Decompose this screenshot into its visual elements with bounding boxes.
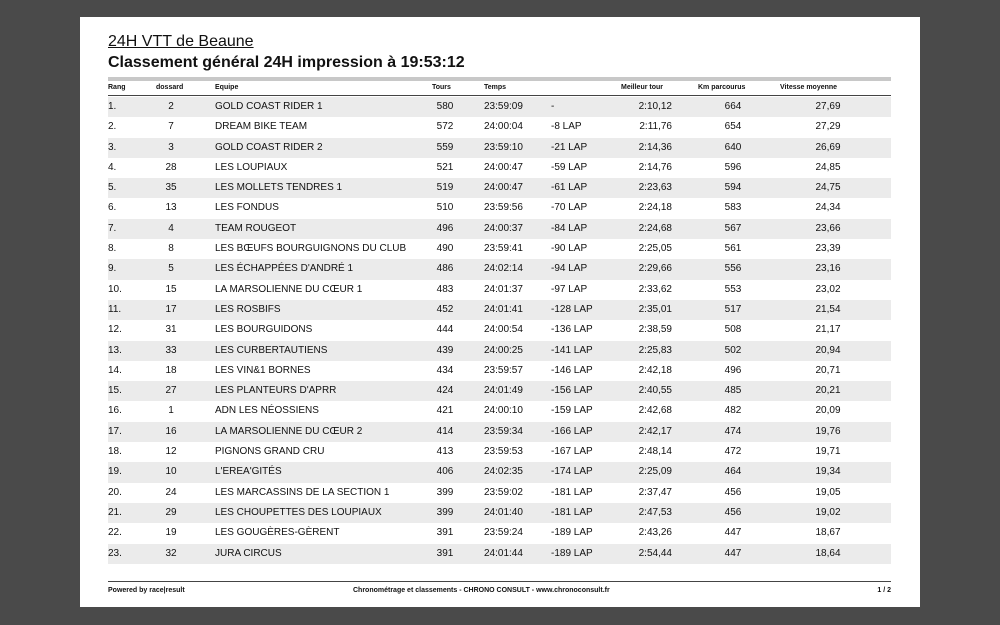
cell-ecart: -181 LAP: [551, 486, 593, 498]
cell-tours: 580: [436, 101, 454, 112]
cell-rang: 4.: [108, 161, 117, 173]
cell-tours: 421: [436, 405, 454, 417]
cell-temps: 23:59:56: [484, 202, 523, 214]
col-header-km: Km parcourus: [698, 84, 746, 91]
cell-equipe: LES ROSBIFS: [215, 303, 281, 315]
cell-vitesse: 26,69: [815, 141, 841, 153]
cell-equipe: LA MARSOLIENNE DU CŒUR 1: [215, 283, 363, 295]
cell-ecart: -84 LAP: [551, 222, 588, 234]
cell-rang: 7.: [108, 222, 117, 234]
cell-km: 472: [724, 446, 742, 458]
results-page: [80, 17, 920, 607]
cell-km: 664: [724, 101, 742, 112]
table-row: [108, 483, 891, 503]
col-header-vitesse: Vitesse moyenne: [780, 84, 838, 91]
table-row: [108, 239, 891, 259]
table-row: [108, 97, 891, 117]
table-row: [108, 381, 891, 401]
table-row: [108, 117, 891, 137]
cell-ecart: -94 LAP: [551, 263, 588, 275]
cell-vitesse: 21,54: [815, 303, 841, 315]
cell-meilleur-tour: 2:37,47: [638, 486, 672, 498]
cell-km: 567: [724, 222, 742, 234]
cell-equipe: LES LOUPIAUX: [215, 161, 288, 173]
cell-rang: 23.: [108, 547, 122, 559]
cell-tours: 486: [436, 263, 454, 275]
cell-ecart: -: [551, 101, 555, 112]
cell-meilleur-tour: 2:47,53: [638, 506, 672, 518]
table-row: [108, 523, 891, 543]
cell-tours: 444: [436, 324, 454, 336]
cell-tours: 519: [436, 182, 454, 194]
cell-rang: 8.: [108, 243, 117, 255]
cell-meilleur-tour: 2:48,14: [638, 446, 672, 458]
cell-temps: 23:59:53: [484, 446, 523, 458]
cell-tours: 496: [436, 222, 454, 234]
cell-temps: 23:59:09: [484, 101, 523, 112]
cell-ecart: -97 LAP: [551, 283, 588, 295]
cell-dossard: 27: [165, 385, 177, 397]
cell-meilleur-tour: 2:10,12: [638, 101, 672, 112]
cell-dossard: 16: [165, 425, 177, 437]
cell-dossard: 19: [165, 527, 177, 539]
cell-vitesse: 27,69: [815, 101, 841, 112]
cell-vitesse: 23,39: [815, 243, 841, 255]
cell-vitesse: 19,71: [815, 446, 841, 458]
cell-km: 485: [724, 385, 742, 397]
col-header-temps: Temps: [484, 84, 507, 91]
cell-equipe: LES BOURGUIDONS: [215, 324, 313, 336]
col-header-rang: Rang: [108, 84, 126, 91]
cell-tours: 399: [436, 506, 454, 518]
cell-km: 456: [724, 486, 742, 498]
table-row: [108, 422, 891, 442]
cell-equipe: LA MARSOLIENNE DU CŒUR 2: [215, 425, 363, 437]
cell-km: 583: [724, 202, 742, 214]
cell-dossard: 35: [165, 182, 177, 194]
cell-vitesse: 24,75: [815, 182, 841, 194]
cell-equipe: LES GOUGÈRES-GÈRENT: [215, 527, 340, 539]
cell-vitesse: 24,85: [815, 161, 841, 173]
cell-km: 502: [724, 344, 742, 356]
cell-ecart: -166 LAP: [551, 425, 593, 437]
cell-rang: 22.: [108, 527, 122, 539]
cell-dossard: 2: [168, 101, 174, 112]
cell-rang: 2.: [108, 121, 117, 133]
cell-equipe: GOLD COAST RIDER 1: [215, 101, 323, 112]
footer-rule: [108, 581, 891, 582]
cell-dossard: 12: [165, 446, 177, 458]
cell-vitesse: 19,05: [815, 486, 841, 498]
table-row: [108, 503, 891, 523]
cell-dossard: 8: [168, 243, 174, 255]
cell-vitesse: 20,21: [815, 385, 841, 397]
cell-temps: 24:01:37: [484, 283, 523, 295]
table-row: [108, 300, 891, 320]
cell-temps: 24:00:47: [484, 182, 523, 194]
cell-vitesse: 21,17: [815, 324, 841, 336]
cell-temps: 23:59:10: [484, 141, 523, 153]
cell-dossard: 18: [165, 364, 177, 376]
cell-rang: 13.: [108, 344, 122, 356]
cell-tours: 391: [436, 527, 454, 539]
table-row: [108, 401, 891, 421]
cell-dossard: 32: [165, 547, 177, 559]
cell-vitesse: 19,02: [815, 506, 841, 518]
cell-vitesse: 18,67: [815, 527, 841, 539]
cell-dossard: 4: [168, 222, 174, 234]
cell-ecart: -146 LAP: [551, 364, 593, 376]
cell-equipe: LES PLANTEURS D'APRR: [215, 385, 337, 397]
cell-ecart: -189 LAP: [551, 527, 593, 539]
col-header-meilleur-tour: Meilleur tour: [621, 84, 664, 91]
cell-rang: 19.: [108, 466, 122, 478]
cell-dossard: 13: [165, 202, 177, 214]
col-header-equipe: Equipe: [215, 84, 239, 91]
footer-powered-by: Powered by race|result: [108, 587, 185, 594]
cell-vitesse: 19,34: [815, 466, 841, 478]
page-footer: [108, 587, 891, 599]
cell-dossard: 7: [168, 121, 174, 133]
cell-dossard: 17: [165, 303, 177, 315]
cell-equipe: LES FONDUS: [215, 202, 279, 214]
cell-temps: 23:59:41: [484, 243, 523, 255]
cell-vitesse: 23,02: [815, 283, 841, 295]
cell-ecart: -21 LAP: [551, 141, 588, 153]
cell-km: 640: [724, 141, 742, 153]
cell-tours: 483: [436, 283, 454, 295]
table-row: [108, 320, 891, 340]
cell-ecart: -59 LAP: [551, 161, 588, 173]
cell-equipe: LES BŒUFS BOURGUIGNONS DU CLUB: [215, 243, 407, 255]
cell-equipe: LES ÉCHAPPÉES D'ANDRÉ 1: [215, 263, 354, 275]
cell-dossard: 24: [165, 486, 177, 498]
cell-ecart: -156 LAP: [551, 385, 593, 397]
cell-meilleur-tour: 2:54,44: [638, 547, 672, 559]
cell-equipe: L'EREA'GITÉS: [215, 466, 282, 478]
cell-rang: 15.: [108, 385, 122, 397]
table-row: [108, 219, 891, 239]
cell-ecart: -181 LAP: [551, 506, 593, 518]
cell-dossard: 31: [165, 324, 177, 336]
cell-tours: 424: [436, 385, 454, 397]
table-row: [108, 158, 891, 178]
cell-tours: 490: [436, 243, 454, 255]
cell-tours: 452: [436, 303, 454, 315]
cell-temps: 24:00:47: [484, 161, 523, 173]
table-row: [108, 138, 891, 158]
cell-tours: 559: [436, 141, 454, 153]
cell-equipe: TEAM ROUGEOT: [215, 222, 297, 234]
cell-meilleur-tour: 2:14,36: [638, 141, 672, 153]
cell-meilleur-tour: 2:40,55: [638, 385, 672, 397]
cell-ecart: -136 LAP: [551, 324, 593, 336]
table-row: [108, 544, 891, 564]
table-row: [108, 341, 891, 361]
cell-rang: 5.: [108, 182, 117, 194]
cell-tours: 521: [436, 161, 454, 173]
cell-dossard: 3: [168, 141, 174, 153]
cell-rang: 17.: [108, 425, 122, 437]
cell-temps: 24:01:40: [484, 506, 523, 518]
cell-km: 654: [724, 121, 742, 133]
results-table: [108, 81, 891, 559]
cell-rang: 18.: [108, 446, 122, 458]
cell-km: 596: [724, 161, 742, 173]
cell-equipe: PIGNONS GRAND CRU: [215, 446, 325, 458]
cell-km: 553: [724, 283, 742, 295]
cell-km: 508: [724, 324, 742, 336]
cell-equipe: LES CHOUPETTES DES LOUPIAUX: [215, 506, 382, 518]
cell-equipe: DREAM BIKE TEAM: [215, 121, 308, 133]
cell-temps: 24:02:14: [484, 263, 523, 275]
cell-rang: 1.: [108, 101, 117, 112]
cell-temps: 23:59:57: [484, 364, 523, 376]
cell-km: 447: [724, 547, 742, 559]
table-header: [108, 81, 891, 96]
cell-meilleur-tour: 2:23,63: [638, 182, 672, 194]
cell-rang: 9.: [108, 263, 117, 275]
cell-vitesse: 20,71: [815, 364, 841, 376]
cell-temps: 24:00:54: [484, 324, 523, 336]
cell-tours: 434: [436, 364, 454, 376]
cell-tours: 399: [436, 486, 454, 498]
cell-dossard: 1: [168, 405, 174, 417]
cell-equipe: GOLD COAST RIDER 2: [215, 141, 323, 153]
cell-equipe: ADN LES NÉOSSIENS: [215, 405, 319, 417]
table-row: [108, 259, 891, 279]
cell-tours: 391: [436, 547, 454, 559]
cell-meilleur-tour: 2:25,09: [638, 466, 672, 478]
table-row: [108, 361, 891, 381]
cell-km: 447: [724, 527, 742, 539]
cell-km: 474: [724, 425, 742, 437]
cell-dossard: 29: [165, 506, 177, 518]
cell-km: 517: [724, 303, 742, 315]
cell-ecart: -189 LAP: [551, 547, 593, 559]
cell-ecart: -8 LAP: [551, 121, 582, 133]
cell-vitesse: 18,64: [815, 547, 841, 559]
cell-meilleur-tour: 2:24,68: [638, 222, 672, 234]
cell-ecart: -128 LAP: [551, 303, 593, 315]
cell-meilleur-tour: 2:25,05: [638, 243, 672, 255]
col-header-dossard: dossard: [156, 84, 184, 91]
cell-temps: 24:01:49: [484, 385, 523, 397]
cell-rang: 21.: [108, 506, 122, 518]
cell-meilleur-tour: 2:42,18: [638, 364, 672, 376]
cell-equipe: LES VIN&1 BORNES: [215, 364, 311, 376]
cell-tours: 414: [436, 425, 454, 437]
cell-km: 464: [724, 466, 742, 478]
cell-km: 482: [724, 405, 742, 417]
table-row: [108, 198, 891, 218]
ranking-subtitle: Classement général 24H impression à 19:53:12: [108, 54, 465, 71]
table-body: [108, 97, 891, 564]
cell-equipe: JURA CIRCUS: [215, 547, 282, 559]
cell-dossard: 33: [165, 344, 177, 356]
cell-temps: 23:59:02: [484, 486, 523, 498]
cell-temps: 24:00:04: [484, 121, 523, 133]
cell-rang: 6.: [108, 202, 117, 214]
cell-vitesse: 20,09: [815, 405, 841, 417]
cell-meilleur-tour: 2:43,26: [638, 527, 672, 539]
footer-credits: Chronométrage et classements - CHRONO CONSULT - www.chronoconsult.fr: [353, 587, 610, 594]
cell-temps: 24:02:35: [484, 466, 523, 478]
cell-vitesse: 19,76: [815, 425, 841, 437]
cell-dossard: 28: [165, 161, 177, 173]
cell-vitesse: 27,29: [815, 121, 841, 133]
cell-ecart: -141 LAP: [551, 344, 593, 356]
cell-meilleur-tour: 2:25,83: [638, 344, 672, 356]
cell-tours: 572: [436, 121, 454, 133]
event-title: 24H VTT de Beaune: [108, 33, 254, 50]
cell-equipe: LES MARCASSINS DE LA SECTION 1: [215, 486, 390, 498]
cell-temps: 24:00:25: [484, 344, 523, 356]
cell-km: 561: [724, 243, 742, 255]
cell-vitesse: 23,16: [815, 263, 841, 275]
cell-rang: 10.: [108, 283, 122, 295]
cell-rang: 11.: [108, 303, 122, 315]
cell-km: 456: [724, 506, 742, 518]
cell-rang: 20.: [108, 486, 122, 498]
cell-km: 556: [724, 263, 742, 275]
cell-rang: 16.: [108, 405, 122, 417]
cell-meilleur-tour: 2:11,76: [639, 121, 672, 133]
cell-vitesse: 24,34: [815, 202, 841, 214]
cell-ecart: -61 LAP: [551, 182, 588, 194]
cell-temps: 23:59:34: [484, 425, 523, 437]
cell-rang: 14.: [108, 364, 122, 376]
cell-dossard: 15: [165, 283, 177, 295]
cell-vitesse: 23,66: [815, 222, 841, 234]
cell-equipe: LES MOLLETS TENDRES 1: [215, 182, 343, 194]
table-row: [108, 462, 891, 482]
table-row: [108, 442, 891, 462]
cell-meilleur-tour: 2:38,59: [638, 324, 672, 336]
col-header-tours: Tours: [432, 84, 451, 91]
cell-km: 496: [724, 364, 742, 376]
cell-equipe: LES CURBERTAUTIENS: [215, 344, 328, 356]
cell-meilleur-tour: 2:42,68: [638, 405, 672, 417]
cell-tours: 413: [436, 446, 454, 458]
cell-meilleur-tour: 2:24,18: [638, 202, 672, 214]
cell-meilleur-tour: 2:33,62: [638, 283, 672, 295]
table-row: [108, 178, 891, 198]
cell-dossard: 10: [165, 466, 177, 478]
cell-temps: 24:00:10: [484, 405, 523, 417]
cell-meilleur-tour: 2:29,66: [638, 263, 672, 275]
cell-vitesse: 20,94: [815, 344, 841, 356]
cell-ecart: -70 LAP: [551, 202, 588, 214]
cell-dossard: 5: [168, 263, 174, 275]
cell-ecart: -174 LAP: [551, 466, 593, 478]
cell-rang: 3.: [108, 141, 117, 153]
cell-tours: 439: [436, 344, 454, 356]
cell-temps: 24:00:37: [484, 222, 523, 234]
table-row: [108, 280, 891, 300]
cell-tours: 406: [436, 466, 454, 478]
cell-km: 594: [724, 182, 742, 194]
cell-meilleur-tour: 2:42,17: [638, 425, 672, 437]
cell-temps: 24:01:41: [484, 303, 523, 315]
cell-ecart: -159 LAP: [551, 405, 593, 417]
cell-temps: 24:01:44: [484, 547, 523, 559]
cell-temps: 23:59:24: [484, 527, 523, 539]
cell-meilleur-tour: 2:35,01: [638, 303, 672, 315]
cell-ecart: -90 LAP: [551, 243, 588, 255]
cell-rang: 12.: [108, 324, 122, 336]
footer-page-number: 1 / 2: [877, 587, 891, 594]
cell-tours: 510: [436, 202, 454, 214]
cell-ecart: -167 LAP: [551, 446, 593, 458]
cell-meilleur-tour: 2:14,76: [638, 161, 672, 173]
